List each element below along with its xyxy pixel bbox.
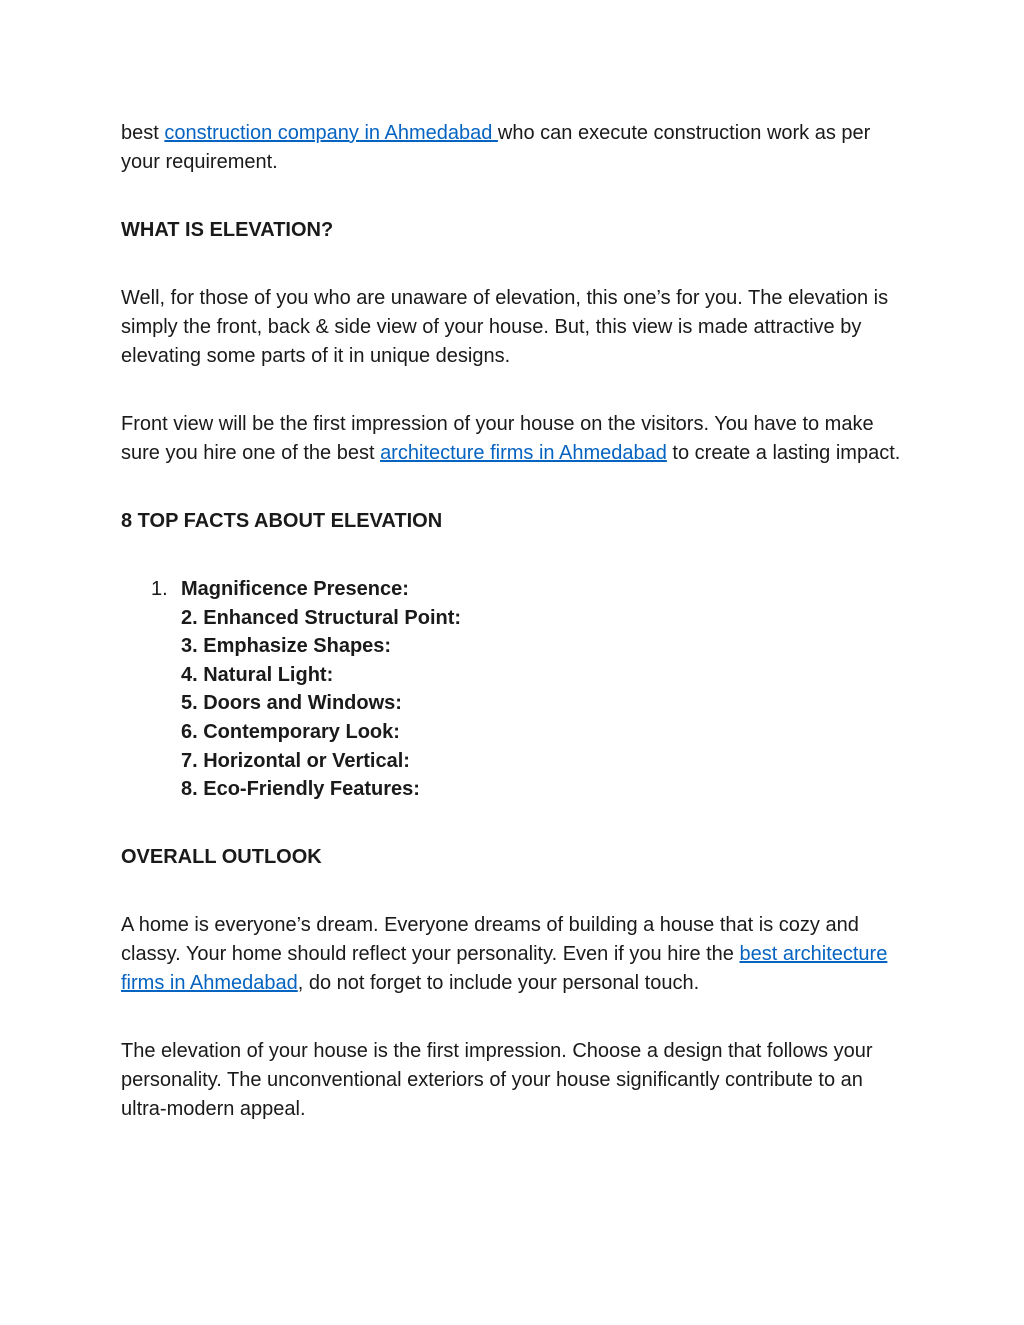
fact-item	[121, 718, 911, 747]
heading-what-is-elevation: WHAT IS ELEVATION?	[121, 219, 334, 241]
fact-item	[121, 689, 911, 718]
fact-item-label: 5. Doors and Windows:	[181, 692, 402, 715]
intro-text-before: best	[121, 122, 165, 144]
fact-item-label: 3. Emphasize Shapes:	[181, 635, 392, 658]
fact-item-label: 7. Horizontal or Vertical:	[181, 749, 410, 772]
elevation-paragraph-2-after: to create a lasting impact.	[666, 442, 901, 464]
fact-item-label: Magnificence Presence:	[181, 578, 409, 600]
fact-item	[121, 575, 911, 604]
fact-item-label: 6. Contemporary Look:	[181, 720, 400, 743]
outlook-paragraph-1	[121, 911, 911, 998]
elevation-paragraph-2	[121, 410, 911, 468]
heading-overall-outlook: OVERALL OUTLOOK	[121, 845, 322, 868]
best-architecture-firms-link[interactable]: best architecture firms in Ahmedabad	[121, 942, 888, 994]
outlook-paragraph-1-before: A home is everyone’s dream. Everyone dreams of building a house that is cozy and classy. Your home should reflect your personality. Even if you hire the	[121, 913, 859, 965]
fact-item	[121, 632, 911, 661]
document-page	[121, 119, 911, 1124]
outlook-paragraph-2: The elevation of your house is the first impression. Choose a design that follows your personality. The unconventional exteriors of your house significantly contribute to an ultra-modern appeal.	[121, 1039, 873, 1120]
fact-item	[121, 747, 911, 776]
architecture-firms-link[interactable]: architecture firms in Ahmedabad	[380, 442, 667, 464]
fact-item	[121, 661, 911, 690]
fact-item-label: 8. Eco-Friendly Features:	[181, 778, 420, 801]
outlook-paragraph-1-after: , do not forget to include your personal touch.	[297, 971, 700, 994]
fact-item	[121, 775, 911, 804]
facts-list	[121, 575, 911, 804]
heading-top-facts: 8 TOP FACTS ABOUT ELEVATION	[121, 510, 443, 532]
elevation-paragraph-1: Well, for those of you who are unaware of elevation, this one’s for you. The elevation is simply the front, back & side view of your house. But, this view is made attractive by elevating some parts of it in unique designs.	[121, 287, 889, 367]
fact-item-label: 4. Natural Light:	[181, 663, 334, 686]
elevation-paragraph-2-before: Front view will be the first impression of your house on the visitors. You have to make sure you hire one of the best	[121, 413, 874, 464]
fact-item-number: 1.	[151, 578, 168, 600]
fact-item	[121, 604, 911, 633]
intro-paragraph	[121, 119, 911, 177]
fact-item-label: 2. Enhanced Structural Point:	[181, 606, 462, 629]
intro-text-after: who can execute construction work as per your requirement.	[121, 122, 871, 173]
construction-company-link[interactable]: construction company in Ahmedabad	[164, 122, 498, 144]
